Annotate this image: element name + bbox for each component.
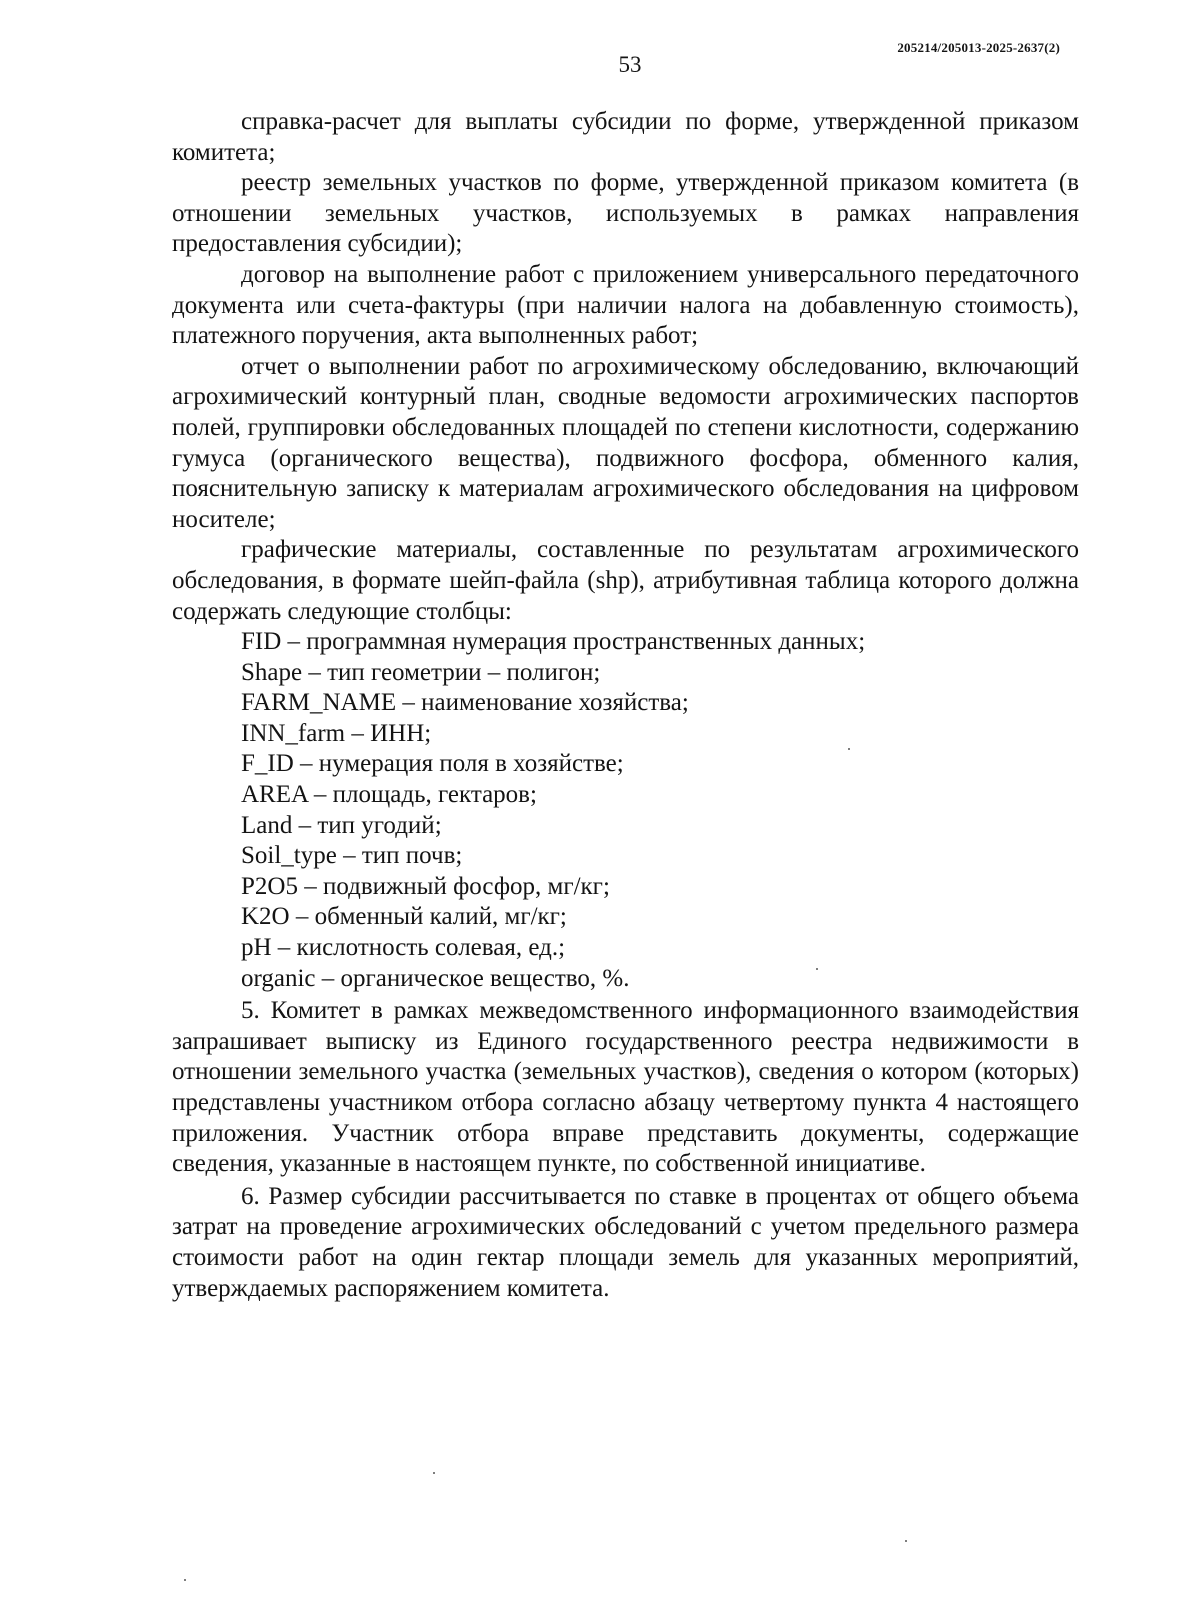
- column-item-f-id: F_ID – нумерация поля в хозяйстве;: [241, 750, 624, 778]
- column-item-organic: organic – органическое вещество, %.: [241, 964, 630, 992]
- column-item-inn-farm: INN_farm – ИНН;: [241, 719, 432, 747]
- column-item-k2o: K2O – обменный калий, мг/кг;: [241, 903, 567, 931]
- document-body: [172, 107, 1079, 1304]
- column-item-fid: FID – программная нумерация пространственных данных;: [241, 628, 866, 656]
- scan-speck: [905, 1540, 907, 1542]
- scan-speck: [848, 748, 850, 750]
- column-item-farm-name: FARM_NAME – наименование хозяйства;: [241, 689, 689, 717]
- column-item-p2o5: P2O5 – подвижный фосфор, мг/кг;: [241, 872, 610, 900]
- column-item-shape: Shape – тип геометрии – полигон;: [241, 658, 601, 686]
- paragraph-land-registry: реестр земельных участков по форме, утвержденной приказом комитета (в отношении земельных участков, используемых в рамках направления предоставления субсидии);: [172, 169, 1079, 258]
- column-item-land: Land – тип угодий;: [241, 811, 442, 839]
- paragraph-calculation-certificate: справка-расчет для выплаты субсидии по форме, утвержденной приказом комитета;: [172, 108, 1079, 166]
- section-5-paragraph: 5. Комитет в рамках межведомственного информационного взаимодействия запрашивает выписку из Единого государственного реестра недвижимости в отношении земельного участка (земельных участков), сведения о котором (которых) представлены участником отбора согласно абзацу четвертому пункта 4 настоящего приложения. Участник отбора вправе представить документы, содержащие сведения, указанные в настоящем пункте, по собственной инициативе.: [172, 997, 1079, 1178]
- column-item-area: AREA – площадь, гектаров;: [241, 781, 537, 809]
- scan-speck: [816, 968, 818, 970]
- paragraph-survey-report: отчет о выполнении работ по агрохимическому обследованию, включающий агрохимический контурный план, сводные ведомости агрохимических паспортов полей, группировки обследованных площадей по степени кислотности, содержанию гумуса (органического вещества), подвижного фосфора, обменного калия, пояснительную записку к материалам агрохимического обследования на цифровом носителе;: [172, 352, 1079, 533]
- column-item-ph: pH – кислотность солевая, ед.;: [241, 934, 566, 962]
- column-item-soil-type: Soil_type – тип почв;: [241, 842, 463, 870]
- scan-speck: [184, 1579, 186, 1581]
- section-6-paragraph: 6. Размер субсидии рассчитывается по ставке в процентах от общего объема затрат на проведение агрохимических обследований с учетом предельного размера стоимости работ на один гектар площади земель для указанных мероприятий, утверждаемых распоряжением комитета.: [172, 1182, 1079, 1302]
- document-registration-number: 205214/205013-2025-2637(2): [897, 40, 1060, 55]
- scan-speck: [433, 1472, 435, 1474]
- paragraph-graphic-materials: графические материалы, составленные по результатам агрохимического обследования, в формате шейп-файла (shp), атрибутивная таблица которого должна содержать следующие столбцы:: [172, 536, 1079, 625]
- page-number: 53: [618, 52, 642, 77]
- paragraph-work-contract: договор на выполнение работ с приложением универсального передаточного документа или счета-фактуры (при наличии налога на добавленную стоимость), платежного поручения, акта выполненных работ;: [172, 260, 1079, 350]
